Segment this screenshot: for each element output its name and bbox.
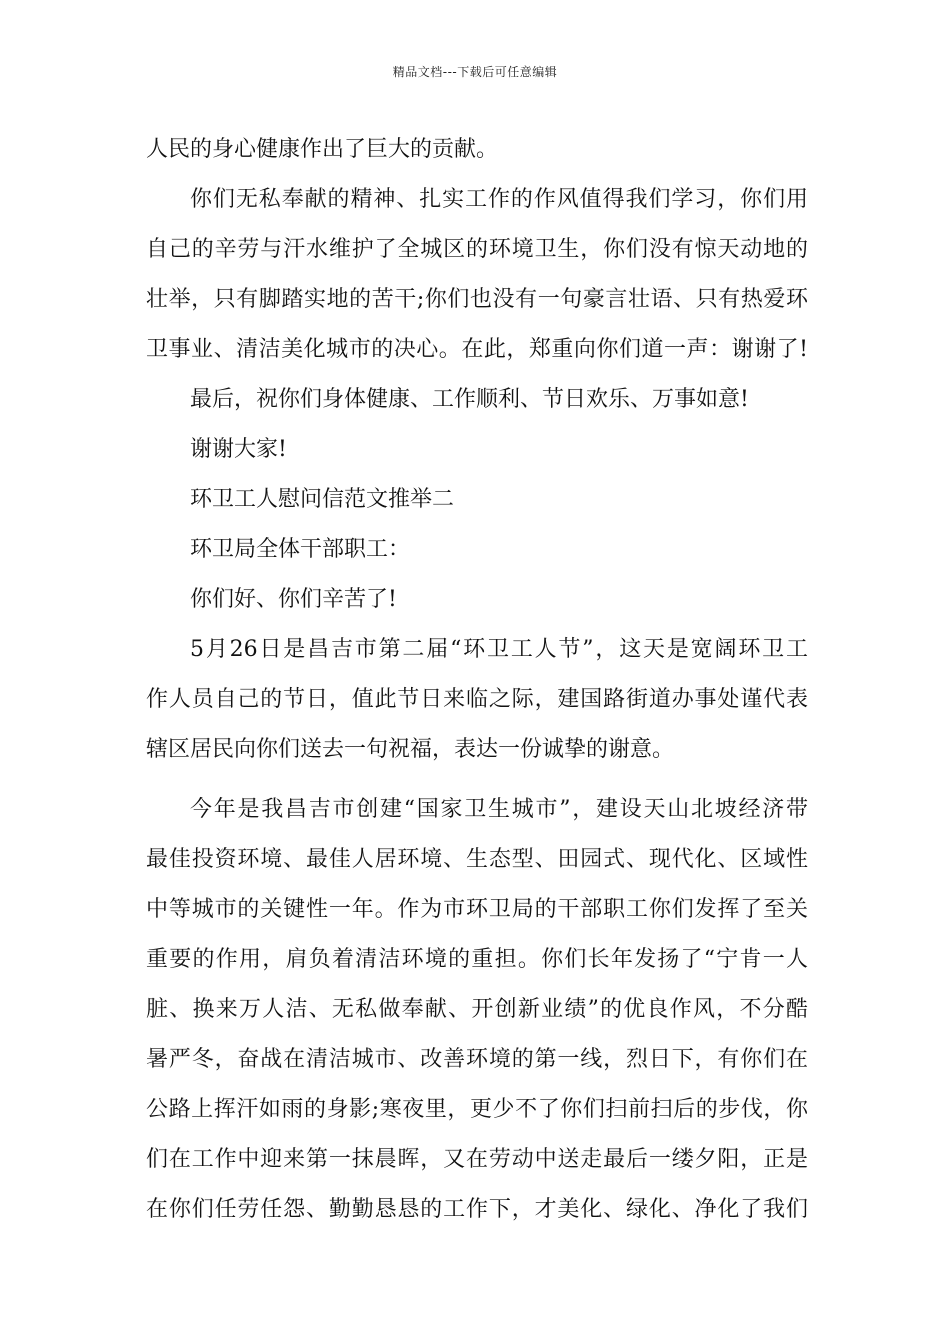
- text-line: 中等城市的关键性一年。作为市环卫局的干部职工你们发挥了至关: [146, 897, 808, 922]
- section-title: 环卫工人慰问信范文推举二: [190, 487, 455, 512]
- text-line: 最后，祝你们身体健康、工作顺利、节日欢乐、万事如意!: [190, 387, 749, 412]
- text-line: 5月26日是昌吉市第二届“环卫工人节”，这天是宽阔环卫工: [190, 637, 808, 662]
- text-line: 公路上挥汗如雨的身影;寒夜里，更少不了你们扫前扫后的步伐，你: [146, 1097, 808, 1122]
- text-line: 们在工作中迎来第一抹晨晖，又在劳动中送走最后一缕夕阳，正是: [146, 1147, 808, 1172]
- text-line: 在你们任劳任怨、勤勤恳恳的工作下，才美化、绿化、净化了我们: [146, 1197, 808, 1222]
- text-line: 人民的身心健康作出了巨大的贡献。: [146, 137, 499, 162]
- text-line: 今年是我昌吉市创建“国家卫生城市”，建设天山北坡经济带: [190, 797, 808, 822]
- text-line: 自己的辛劳与汗水维护了全城区的环境卫生，你们没有惊天动地的: [146, 237, 808, 262]
- text-line: 最佳投资环境、最佳人居环境、生态型、田园式、现代化、区域性: [146, 847, 808, 872]
- text-line: 壮举，只有脚踏实地的苦干;你们也没有一句豪言壮语、只有热爱环: [146, 287, 808, 312]
- salutation: 环卫局全体干部职工：: [190, 537, 411, 562]
- greeting: 你们好、你们辛苦了!: [190, 587, 397, 612]
- text-line: 暑严冬，奋战在清洁城市、改善环境的第一线，烈日下，有你们在: [146, 1047, 808, 1072]
- text-line: 谢谢大家!: [190, 437, 287, 462]
- page-header: 精品文档---下载后可任意编辑: [392, 65, 558, 79]
- text-line: 卫事业、清洁美化城市的决心。在此，郑重向你们道一声：谢谢了!: [146, 337, 808, 362]
- text-line: 你们无私奉献的精神、扎实工作的作风值得我们学习，你们用: [190, 187, 808, 212]
- text-line: 重要的作用，肩负着清洁环境的重担。你们长年发扬了“宁肯一人: [146, 947, 808, 972]
- text-line: 脏、换来万人洁、无私做奉献、开创新业绩”的优良作风，不分酷: [146, 997, 808, 1022]
- text-line: 作人员自己的节日，值此节日来临之际，建国路街道办事处谨代表: [146, 687, 808, 712]
- document-body: [146, 125, 808, 1235]
- text-line: 辖区居民向你们送去一句祝福，表达一份诚挚的谢意。: [146, 737, 675, 762]
